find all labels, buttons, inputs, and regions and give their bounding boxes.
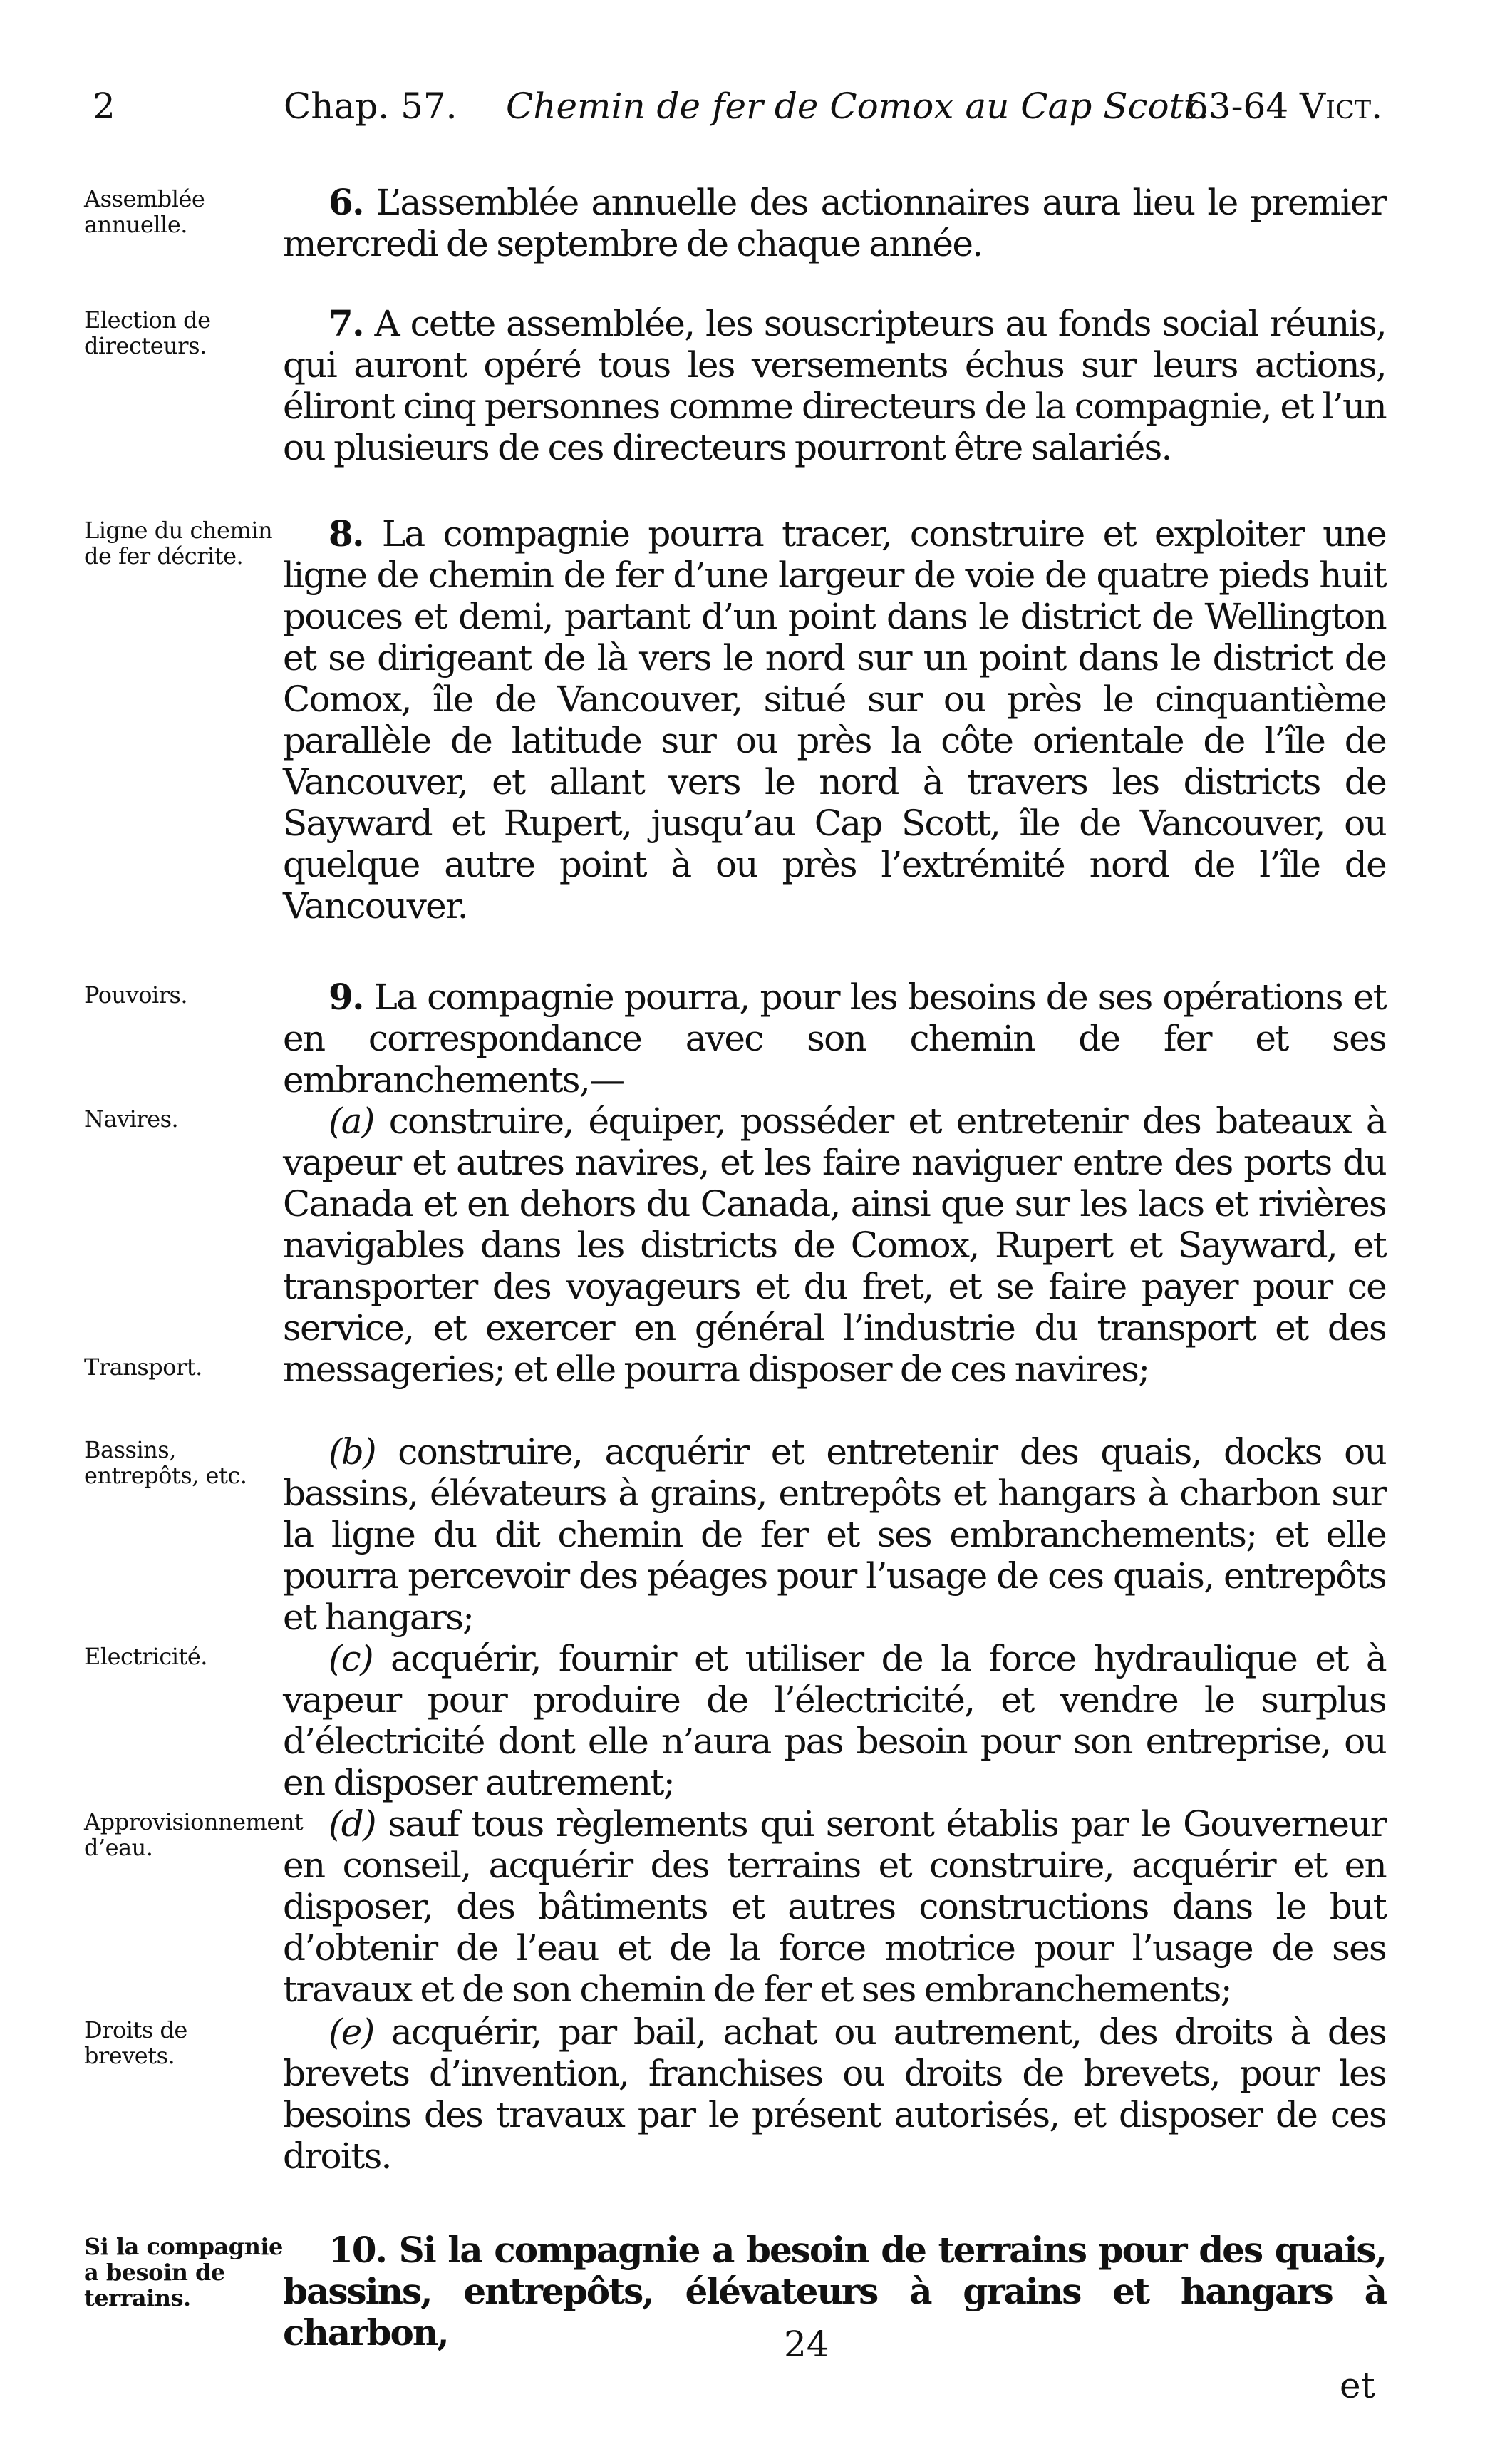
section-body: Si la compagnie a besoin de terrains pour des quais, bassins, entrepôts, élévateurs à grains et hangars à charbon, [283,2229,1386,2354]
clause-body: construire, acquérir et entretenir des quais, docks ou bassins, élévateurs à grains, entrepôts et hangars à charbon sur la ligne du dit chemin de fer et ses embranchements; et elle pourra percevoir des péages pour l’usage de ces quais, entrepôts et hangars; [283,1431,1386,1638]
section-text [283,182,1386,264]
margin-note: Si la compagnie a besoin de terrains. [84,2233,283,2311]
clause-text [283,1100,1386,1390]
section-number: 8. [328,512,363,555]
margin-note: Navires. [84,1105,179,1133]
section-text [283,2230,1386,2354]
margin-note: Approvisionnement d’eau. [84,1808,304,1861]
section-body: L’assemblée annuelle des actionnaires aura lieu le premier mercredi de septembre de chaque année. [283,182,1386,264]
clause-text [283,1803,1386,2010]
clause-body: sauf tous règlements qui seront établis par le Gouverneur en conseil, acquérir des terrains et construire, acquérir et en disposer, des bâtiments et autres constructions dans le but d’obtenir de l’eau et de la force motrice pour l’usage de ses travaux et de son chemin de fer et ses embranchements; [283,1803,1386,2010]
margin-note: Pouvoirs. [84,981,188,1009]
section-number: 10. [328,2229,386,2271]
margin-note: Election de directeurs. [84,306,211,359]
clause-body: acquérir, par bail, achat ou autrement, des droits à des brevets d’invention, franchises ou droits de brevets, pour les besoins des travaux par le présent autorisés, et disposer de ces droits. [283,2011,1386,2177]
running-header [93,86,1382,143]
margin-note: Assemblée annuelle. [84,185,205,238]
clause-letter: (b) [328,1431,376,1473]
catchword: et [1340,2365,1375,2406]
section-text [283,976,1386,1100]
section-number: 6. [328,181,363,223]
section-body: La compagnie pourra tracer, construire et exploiter une ligne de chemin de fer d’une largeur de voie de quatre pieds huit pouces et demi, partant d’un point dans le district de Wellington et se dirigeant de là vers le nord sur un point dans le district de Comox, île de Vancouver, situé sur ou près le cinquantième parallèle de latitude sur ou près la côte orientale de l’île de Vancouver, et allant vers le nord à travers les districts de Sayward et Rupert, jusqu’au Cap Scott, île de Vancouver, ou quelque autre point à ou près l’extrémité nord de l’île de Vancouver. [283,513,1386,927]
clause-body: construire, équiper, posséder et entretenir des bateaux à vapeur et autres navires, et les faire naviguer entre des ports du Canada et en dehors du Canada, ainsi que sur les lacs et rivières navigables dans les districts de Comox, Rupert et Sayward, et transporter des voyageurs et du fret, et se faire payer pour ce service, et exercer en général l’industrie du transport et des messageries; et elle pourra disposer de ces navires; [283,1100,1386,1390]
clause-letter: (d) [328,1803,376,1845]
margin-note: Transport. [84,1354,202,1381]
clause-body: acquérir, fournir et utiliser de la force hydraulique et à vapeur pour produire de l’électricité, et vendre le surplus d’électricité dont elle n’aura pas besoin pour son entreprise, ou en disposer autrement; [283,1638,1386,1803]
signature-mark: 24 [784,2324,829,2365]
margin-note: Electricité. [84,1643,207,1670]
section-number: 7. [328,302,363,344]
clause-letter: (a) [328,1100,374,1142]
clause-letter: (e) [328,2011,374,2053]
margin-note: Ligne du chemin de fer décrite. [84,517,273,569]
section-number: 9. [328,976,363,1018]
clause-text [283,1431,1386,1638]
page-number: 2 [93,86,115,127]
clause-text [283,1638,1386,1803]
section-text [283,303,1386,468]
act-title: Chemin de fer de Comox au Cap Scott. [506,86,1209,127]
clause-letter: (c) [328,1638,373,1679]
chapter-label: Chap. 57. [284,86,457,127]
margin-note: Bassins, entrepôts, etc. [84,1436,247,1489]
clause-text [283,2011,1386,2177]
margin-note: Droits de brevets. [84,2016,187,2069]
section-body: A cette assemblée, les souscripteurs au fonds social réunis, qui auront opéré tous les versements échus sur leurs actions, éliront cinq personnes comme directeurs de la compagnie, et l’un ou plusieurs de ces directeurs pourront être salariés. [283,303,1386,468]
section-text [283,513,1386,927]
section-body: La compagnie pourra, pour les besoins de ses opérations et en correspondance avec son chemin de fer et ses embranchements,— [283,976,1386,1100]
regnal-year: 63-64 Vict. [1186,86,1382,127]
